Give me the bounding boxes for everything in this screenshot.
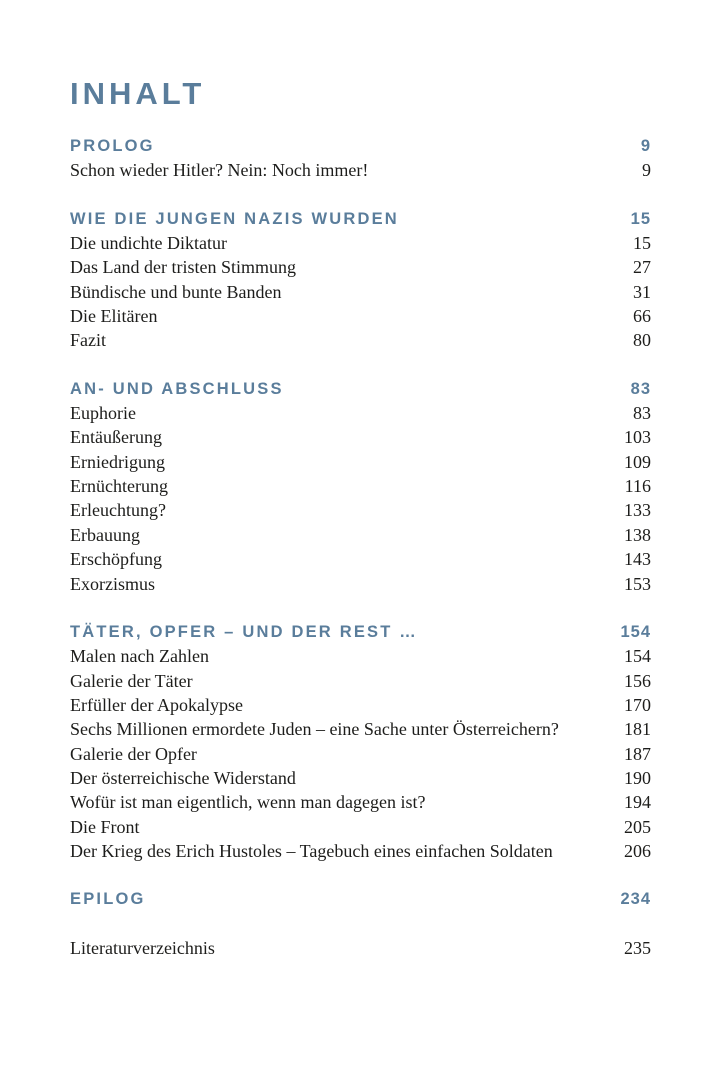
toc-entry xyxy=(70,717,651,741)
entry-page-number: 235 xyxy=(624,937,651,958)
entry-page-number: 190 xyxy=(624,767,651,788)
section-heading-row xyxy=(70,620,651,644)
toc-entry xyxy=(70,425,651,449)
toc-section-epilog xyxy=(70,887,651,911)
section-heading: WIE DIE JUNGEN NAZIS WURDEN xyxy=(70,209,399,228)
entry-label: Entäußerung xyxy=(70,427,162,448)
toc-entry xyxy=(70,474,651,498)
entry-page-number: 170 xyxy=(624,694,651,715)
section-page-number: 154 xyxy=(620,622,651,641)
entry-page-number: 15 xyxy=(633,233,651,254)
entry-label: Fazit xyxy=(70,330,106,351)
entry-page-number: 116 xyxy=(624,476,651,497)
toc-entry xyxy=(70,766,651,790)
entry-label: Die Elitären xyxy=(70,306,158,327)
entry-label: Exorzismus xyxy=(70,573,155,594)
section-heading: PROLOG xyxy=(70,137,155,155)
entry-page-number: 138 xyxy=(624,524,651,545)
entry-label: Ernüchterung xyxy=(70,476,168,497)
entry-label: Erfüller der Apokalypse xyxy=(70,694,243,715)
toc-entry xyxy=(70,936,651,960)
entry-page-number: 9 xyxy=(642,160,651,181)
section-page-number: 9 xyxy=(640,137,651,155)
toc-entry xyxy=(70,839,651,863)
entry-page-number: 205 xyxy=(624,816,651,837)
entry-page-number: 154 xyxy=(624,646,651,667)
entry-page-number: 80 xyxy=(633,330,651,351)
section-heading: AN- UND ABSCHLUSS xyxy=(70,379,284,398)
entry-page-number: 133 xyxy=(624,500,651,521)
toc-entry xyxy=(70,815,651,839)
entry-label: Erbauung xyxy=(70,524,140,545)
section-heading-row xyxy=(70,207,651,231)
toc-section-literaturverzeichnis xyxy=(70,936,651,960)
section-heading: TÄTER, OPFER – UND DER REST … xyxy=(70,622,418,641)
section-page-number: 83 xyxy=(630,379,651,398)
entry-page-number: 66 xyxy=(633,306,651,327)
toc-entry xyxy=(70,280,651,304)
entry-label: Erniedrigung xyxy=(70,451,165,472)
entry-page-number: 83 xyxy=(633,403,651,424)
toc-entry xyxy=(70,304,651,328)
entry-page-number: 206 xyxy=(624,840,651,861)
entry-label: Euphorie xyxy=(70,403,136,424)
toc-entry xyxy=(70,231,651,255)
entry-label: Erschöpfung xyxy=(70,549,162,570)
toc-section-prolog xyxy=(70,134,651,183)
entry-page-number: 103 xyxy=(624,427,651,448)
section-heading-row xyxy=(70,377,651,401)
toc-entry xyxy=(70,523,651,547)
toc-section-an-und-abschluss xyxy=(70,377,651,596)
entry-page-number: 187 xyxy=(624,743,651,764)
toc-entry xyxy=(70,742,651,766)
toc-entry xyxy=(70,790,651,814)
toc-entry xyxy=(70,644,651,668)
section-heading: EPILOG xyxy=(70,890,146,909)
entry-label: Malen nach Zahlen xyxy=(70,646,209,667)
entry-label: Die Front xyxy=(70,816,140,837)
entry-label: Galerie der Täter xyxy=(70,670,193,691)
toc-section-taeter-opfer-und-der-rest xyxy=(70,620,651,863)
entry-label: Literaturverzeichnis xyxy=(70,937,215,958)
toc-entry xyxy=(70,669,651,693)
entry-page-number: 194 xyxy=(624,792,651,813)
entry-page-number: 27 xyxy=(633,257,651,278)
toc-entry xyxy=(70,547,651,571)
toc-entry xyxy=(70,498,651,522)
entry-page-number: 109 xyxy=(624,451,651,472)
entry-label: Erleuchtung? xyxy=(70,500,166,521)
entry-label: Das Land der tristen Stimmung xyxy=(70,257,296,278)
toc-entry xyxy=(70,158,651,182)
entry-label: Der österreichische Widerstand xyxy=(70,767,296,788)
entry-label: Schon wieder Hitler? Nein: Noch immer! xyxy=(70,160,369,181)
entry-label: Wofür ist man eigentlich, wenn man dagegen ist? xyxy=(70,792,426,813)
entry-page-number: 181 xyxy=(624,719,651,740)
toc-entry xyxy=(70,401,651,425)
section-page-number: 234 xyxy=(620,890,651,909)
entry-label: Die undichte Diktatur xyxy=(70,233,227,254)
entry-page-number: 156 xyxy=(624,670,651,691)
entry-page-number: 153 xyxy=(624,573,651,594)
toc-section-wie-die-jungen-nazis-wurden xyxy=(70,207,651,353)
toc-entry xyxy=(70,693,651,717)
entry-page-number: 143 xyxy=(624,549,651,570)
section-heading-row xyxy=(70,134,651,158)
entry-label: Sechs Millionen ermordete Juden – eine Sache unter Österreichern? xyxy=(70,719,559,740)
toc-entry xyxy=(70,328,651,352)
toc-entry xyxy=(70,572,651,596)
page-title: INHALT xyxy=(70,76,206,111)
toc-entry xyxy=(70,255,651,279)
toc-entry xyxy=(70,450,651,474)
entry-label: Der Krieg des Erich Hustoles – Tagebuch eines einfachen Soldaten xyxy=(70,840,553,861)
section-heading-row xyxy=(70,887,651,911)
entry-label: Bündische und bunte Banden xyxy=(70,281,282,302)
entry-label: Galerie der Opfer xyxy=(70,743,197,764)
section-page-number: 15 xyxy=(630,209,651,228)
entry-page-number: 31 xyxy=(633,281,651,302)
